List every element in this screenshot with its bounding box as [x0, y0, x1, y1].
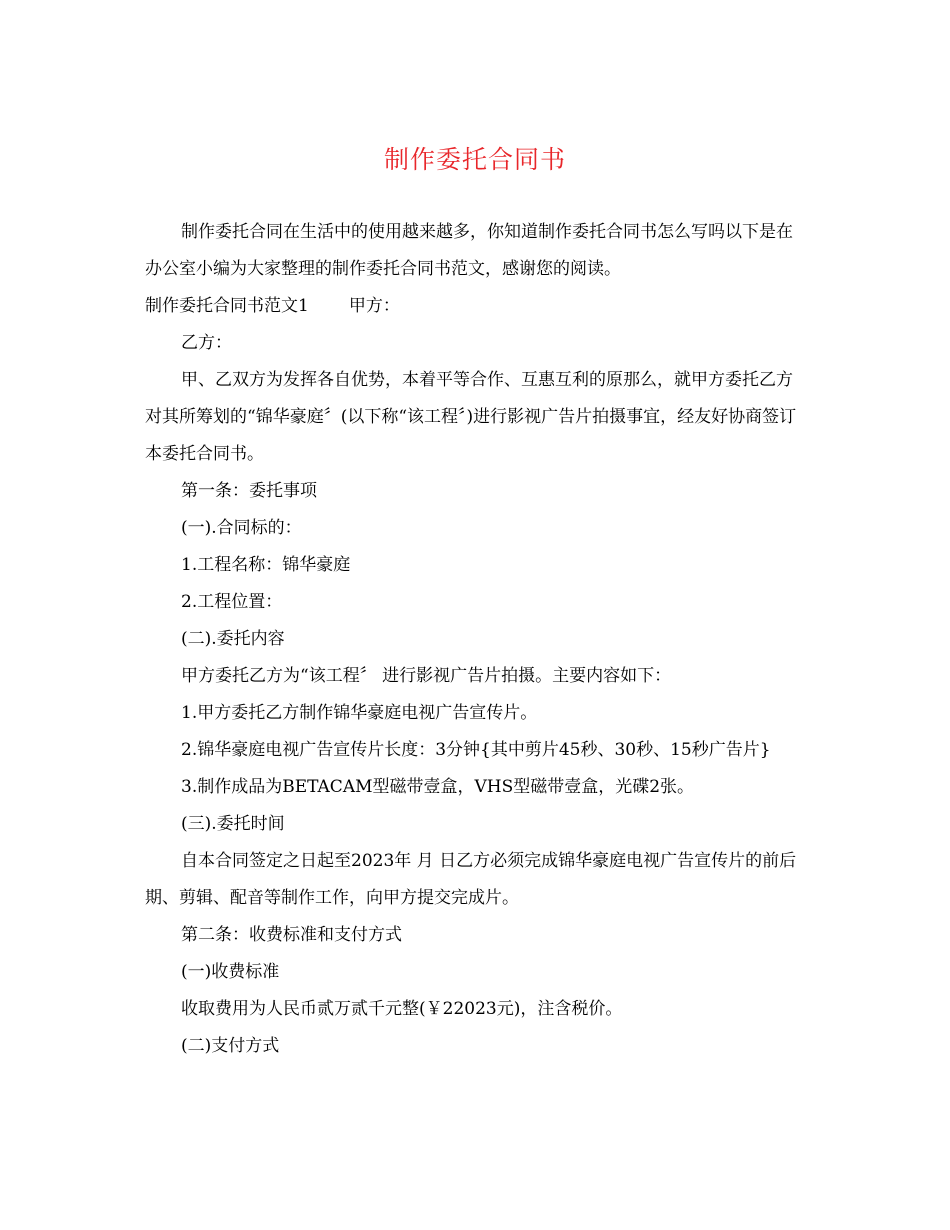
party-a-label: 甲方： [348, 296, 400, 316]
content-intro-line: 甲方委托乙方为“该工程〞 进行影视广告片拍摄。主要内容如下： [181, 666, 672, 686]
article-1-heading: 第一条：委托事项 [181, 481, 317, 501]
fee-line: 收取费用为人民币贰万贰千元整(￥22023元)，注含税价。 [181, 999, 623, 1019]
section-1-3-heading: (三).委托时间 [181, 814, 285, 834]
sample-heading-line [145, 288, 805, 325]
document-title: 制作委托合同书 [383, 145, 566, 174]
content-item-2: 2.锦华豪庭电视广告宣传片长度：3分钟{其中剪片45秒、30秒、15秒广告片} [181, 740, 771, 760]
project-name-line: 1.工程名称：锦华豪庭 [181, 555, 351, 575]
project-location-line: 2.工程位置： [181, 592, 283, 612]
preamble-paragraph: 甲、乙双方为发挥各自优势，本着平等合作、互惠互利的原那么，就甲方委托乙方对其所筹划的“锦华豪庭〞(以下称“该工程〞)进行影视广告片拍摄事宜，经友好协商签订本委托合同书。 [145, 370, 797, 464]
section-1-1-heading: (一).合同标的： [181, 518, 302, 538]
article-2-heading: 第二条：收费标准和支付方式 [181, 925, 402, 945]
sample-heading: 制作委托合同书范文1 [145, 296, 309, 316]
section-1-2-heading: (二).委托内容 [181, 629, 285, 649]
content-item-3: 3.制作成品为BETACAM型磁带壹盒，VHS型磁带壹盒，光碟2张。 [181, 777, 695, 797]
party-b-label: 乙方： [181, 333, 232, 353]
intro-paragraph: 制作委托合同在生活中的使用越来越多，你知道制作委托合同书怎么写吗以下是在办公室小编为大家整理的制作委托合同书范文，感谢您的阅读。 [145, 222, 793, 279]
section-2-2-heading: (二)支付方式 [181, 1036, 280, 1056]
content-item-1: 1.甲方委托乙方制作锦华豪庭电视广告宣传片。 [181, 703, 538, 723]
section-2-1-heading: (一)收费标准 [181, 962, 280, 982]
timeline-paragraph: 自本合同签定之日起至2023年 月 日乙方必须完成锦华豪庭电视广告宣传片的前后期、剪辑、配音等制作工作，向甲方提交完成片。 [145, 851, 797, 908]
document-body [145, 214, 805, 1065]
